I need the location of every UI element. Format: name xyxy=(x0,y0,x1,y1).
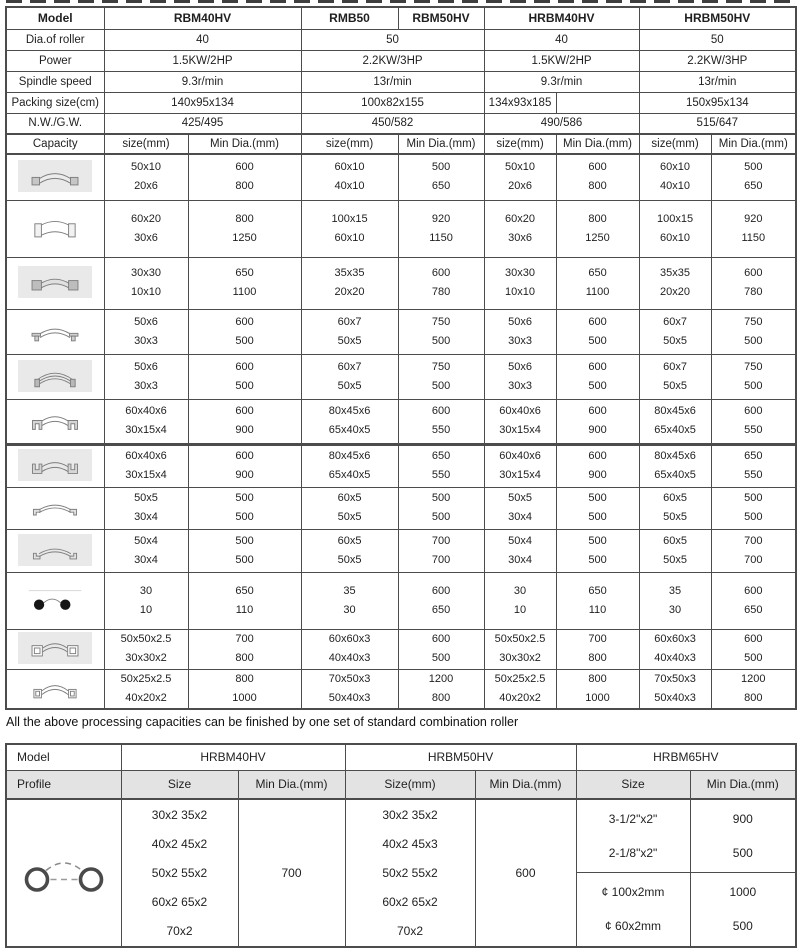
capacity-min-dia: 500 500 xyxy=(556,529,639,572)
min-dia-column-header: Min Dia.(mm) xyxy=(711,134,796,154)
capacity-min-dia: 600 650 xyxy=(711,572,796,629)
spec-row-label: Power xyxy=(6,50,104,71)
square-bar-icon xyxy=(18,266,92,298)
angle-legs-down-icon xyxy=(18,491,92,523)
pipe-column-header: Size xyxy=(121,770,238,799)
spec-value: 450/582 xyxy=(301,113,484,134)
profile-icon-cell xyxy=(6,399,104,444)
capacity-sizes: 60x10 40x10 xyxy=(301,154,398,200)
capacity-min-dia: 600 500 xyxy=(556,354,639,399)
capacity-sizes: 50x4 30x4 xyxy=(104,529,188,572)
capacity-sizes: 60x7 50x5 xyxy=(301,309,398,354)
capacity-min-dia: 650 550 xyxy=(398,444,484,487)
capacity-sizes: 60x20 30x6 xyxy=(484,200,556,257)
capacity-sizes: 50x6 30x3 xyxy=(484,309,556,354)
pipe-min-dia-hrbm65-lower: 1000 500 xyxy=(690,872,796,947)
spec-value: 100x82x155 xyxy=(301,92,484,113)
capacity-min-dia: 1200 800 xyxy=(711,669,796,709)
capacity-sizes: 60x60x3 40x40x3 xyxy=(301,629,398,669)
spec-value: 490/586 xyxy=(484,113,639,134)
capacity-sizes: 50x6 30x3 xyxy=(104,354,188,399)
capacity-min-dia: 600 900 xyxy=(556,399,639,444)
capacity-sizes: 60x10 40x10 xyxy=(639,154,711,200)
model-header-label: Model xyxy=(6,7,104,29)
spec-value: 40 xyxy=(484,29,639,50)
capacity-sizes: 35 30 xyxy=(301,572,398,629)
capacity-min-dia: 600 900 xyxy=(188,399,301,444)
profile-icon-cell xyxy=(6,629,104,669)
capacity-min-dia: 600 780 xyxy=(711,257,796,309)
capacity-min-dia: 1200 800 xyxy=(398,669,484,709)
capacity-sizes: 30x30 10x10 xyxy=(484,257,556,309)
capacity-sizes: 60x7 50x5 xyxy=(639,309,711,354)
capacity-sizes: 100x15 60x10 xyxy=(639,200,711,257)
capacity-sizes: 60x40x6 30x15x4 xyxy=(104,399,188,444)
capacity-min-dia: 600 500 xyxy=(398,629,484,669)
capacity-sizes: 50x10 20x6 xyxy=(484,154,556,200)
capacity-min-dia: 600 900 xyxy=(188,444,301,487)
pipe-icon xyxy=(11,847,117,897)
size-column-header: size(mm) xyxy=(301,134,398,154)
size-column-header: size(mm) xyxy=(484,134,556,154)
spec-value: 1.5KW/2HP xyxy=(104,50,301,71)
capacity-sizes: 50x4 30x4 xyxy=(484,529,556,572)
pipe-column-header: Size xyxy=(576,770,690,799)
torn-edge-decoration xyxy=(6,0,794,3)
capacity-min-dia: 600 500 xyxy=(711,629,796,669)
pipe-sizes-hrbm65-upper: 3-1/2"x2" 2-1/8"x2" xyxy=(576,799,690,872)
capacity-sizes: 50x10 20x6 xyxy=(104,154,188,200)
capacity-min-dia: 800 1000 xyxy=(556,669,639,709)
capacity-sizes: 60x5 50x5 xyxy=(639,487,711,529)
capacity-min-dia: 700 800 xyxy=(556,629,639,669)
capacity-min-dia: 650 110 xyxy=(188,572,301,629)
capacity-min-dia: 750 500 xyxy=(711,309,796,354)
angle-legs-up-icon xyxy=(18,534,92,566)
profile-icon-cell xyxy=(6,487,104,529)
pipe-min-dia-hrbm50: 600 xyxy=(475,799,576,947)
spec-value: 9.3r/min xyxy=(484,71,639,92)
capacity-sizes: 60x40x6 30x15x4 xyxy=(484,444,556,487)
flat-bar-easy-way-icon xyxy=(18,360,92,392)
profile-icon-cell xyxy=(6,669,104,709)
capacity-sizes: 60x20 30x6 xyxy=(104,200,188,257)
capacity-sizes: 60x5 50x5 xyxy=(301,487,398,529)
capacity-min-dia: 600 800 xyxy=(556,154,639,200)
capacity-note: All the above processing capacities can be finished by one set of standard combination roller xyxy=(6,715,519,729)
pipe-model-name: HRBM40HV xyxy=(121,744,345,770)
capacity-min-dia: 500 650 xyxy=(711,154,796,200)
capacity-min-dia: 500 500 xyxy=(188,529,301,572)
capacity-sizes: 60x7 50x5 xyxy=(639,354,711,399)
min-dia-column-header: Min Dia.(mm) xyxy=(556,134,639,154)
pipe-model-name: HRBM65HV xyxy=(576,744,796,770)
capacity-sizes: 100x15 60x10 xyxy=(301,200,398,257)
capacity-min-dia: 500 650 xyxy=(398,154,484,200)
capacity-min-dia: 700 700 xyxy=(711,529,796,572)
capacity-min-dia: 600 550 xyxy=(711,399,796,444)
min-dia-column-header: Min Dia.(mm) xyxy=(398,134,484,154)
capacity-sizes: 60x5 50x5 xyxy=(639,529,711,572)
spec-row-label: Packing size(cm) xyxy=(6,92,104,113)
pipe-column-header: Min Dia.(mm) xyxy=(238,770,345,799)
capacity-min-dia: 600 800 xyxy=(188,154,301,200)
spec-value: 13r/min xyxy=(301,71,484,92)
profile-icon-cell xyxy=(6,257,104,309)
spec-value: 2.2KW/3HP xyxy=(639,50,796,71)
capacity-sizes: 80x45x6 65x40x5 xyxy=(639,444,711,487)
spec-value: 425/495 xyxy=(104,113,301,134)
spec-row-label: Dia.of roller xyxy=(6,29,104,50)
capacity-min-dia: 600 500 xyxy=(556,309,639,354)
capacity-min-dia: 800 1000 xyxy=(188,669,301,709)
capacity-sizes: 60x7 50x5 xyxy=(301,354,398,399)
capacity-min-dia: 920 1150 xyxy=(398,200,484,257)
capacity-min-dia: 500 500 xyxy=(556,487,639,529)
spec-value: 515/647 xyxy=(639,113,796,134)
capacity-min-dia: 750 500 xyxy=(398,309,484,354)
pipe-min-dia-hrbm40: 700 xyxy=(238,799,345,947)
profile-icon-cell xyxy=(6,444,104,487)
capacity-sizes: 50x6 30x3 xyxy=(104,309,188,354)
capacity-min-dia: 600 900 xyxy=(556,444,639,487)
capacity-sizes: 60x40x6 30x15x4 xyxy=(104,444,188,487)
machine-spec-table xyxy=(5,6,797,710)
capacity-min-dia: 700 700 xyxy=(398,529,484,572)
round-bar-icon xyxy=(18,584,92,616)
capacity-sizes: 50x5 30x4 xyxy=(104,487,188,529)
capacity-sizes: 70x50x3 50x40x3 xyxy=(301,669,398,709)
capacity-min-dia: 650 1100 xyxy=(188,257,301,309)
capacity-sizes: 50x5 30x4 xyxy=(484,487,556,529)
model-name: HRBM50HV xyxy=(639,7,796,29)
capacity-min-dia: 600 500 xyxy=(188,309,301,354)
pipe-sizes-hrbm65-lower: ¢ 100x2mm ¢ 60x2mm xyxy=(576,872,690,947)
pipe-column-header: Min Dia.(mm) xyxy=(475,770,576,799)
square-tube-icon xyxy=(18,632,92,664)
capacity-min-dia: 500 500 xyxy=(188,487,301,529)
capacity-sizes: 80x45x6 65x40x5 xyxy=(639,399,711,444)
capacity-sizes: 50x25x2.5 40x20x2 xyxy=(484,669,556,709)
spec-value: 150x95x134 xyxy=(639,92,796,113)
pipe-sizes-hrbm50: 30x2 35x2 40x2 45x3 50x2 55x2 60x2 65x2 70x2 xyxy=(345,799,475,947)
t-bar-icon xyxy=(18,315,92,347)
model-name: HRBM40HV xyxy=(484,7,639,29)
capacity-sizes: 50x25x2.5 40x20x2 xyxy=(104,669,188,709)
capacity-sizes: 50x6 30x3 xyxy=(484,354,556,399)
flat-bar-on-edge-icon xyxy=(18,212,92,244)
spec-value: 1.5KW/2HP xyxy=(484,50,639,71)
profile-icon-cell xyxy=(6,572,104,629)
rect-tube-icon xyxy=(18,672,92,704)
capacity-sizes: 80x45x6 65x40x5 xyxy=(301,444,398,487)
spec-value: 50 xyxy=(301,29,484,50)
capacity-sizes: 60x5 50x5 xyxy=(301,529,398,572)
spec-value: 9.3r/min xyxy=(104,71,301,92)
spec-value: 134x93x185 xyxy=(484,92,556,113)
capacity-min-dia: 750 500 xyxy=(398,354,484,399)
model-name: RBM40HV xyxy=(104,7,301,29)
capacity-min-dia: 750 500 xyxy=(711,354,796,399)
flat-bar-hard-way-icon xyxy=(18,160,92,192)
profile-icon-cell xyxy=(6,154,104,200)
capacity-sizes: 35x35 20x20 xyxy=(301,257,398,309)
capacity-min-dia: 500 500 xyxy=(398,487,484,529)
capacity-min-dia: 800 1250 xyxy=(556,200,639,257)
capacity-sizes: 60x40x6 30x15x4 xyxy=(484,399,556,444)
capacity-sizes: 50x50x2.5 30x30x2 xyxy=(104,629,188,669)
capacity-sizes: 30x30 10x10 xyxy=(104,257,188,309)
capacity-min-dia: 600 550 xyxy=(398,399,484,444)
pipe-profile-icon-cell xyxy=(6,799,121,947)
capacity-sizes: 35 30 xyxy=(639,572,711,629)
pipe-capacity-table xyxy=(5,743,797,948)
channel-legs-down-icon xyxy=(18,404,92,436)
pipe-model-name: HRBM50HV xyxy=(345,744,576,770)
capacity-header-label: Capacity xyxy=(6,134,104,154)
capacity-min-dia: 650 1100 xyxy=(556,257,639,309)
size-column-header: size(mm) xyxy=(639,134,711,154)
spec-value: 2.2KW/3HP xyxy=(301,50,484,71)
profile-icon-cell xyxy=(6,529,104,572)
pipe-column-header: Size(mm) xyxy=(345,770,475,799)
capacity-sizes: 70x50x3 50x40x3 xyxy=(639,669,711,709)
capacity-min-dia: 500 500 xyxy=(711,487,796,529)
capacity-min-dia: 650 110 xyxy=(556,572,639,629)
pipe-sizes-hrbm40: 30x2 35x2 40x2 45x2 50x2 55x2 60x2 65x2 70x2 xyxy=(121,799,238,947)
capacity-min-dia: 700 800 xyxy=(188,629,301,669)
capacity-sizes: 30 10 xyxy=(104,572,188,629)
model-name: RBM50HV xyxy=(398,7,484,29)
profile-icon-cell xyxy=(6,354,104,399)
spec-row-label: N.W./G.W. xyxy=(6,113,104,134)
capacity-sizes: 80x45x6 65x40x5 xyxy=(301,399,398,444)
spec-value: 40 xyxy=(104,29,301,50)
profile-icon-cell xyxy=(6,309,104,354)
capacity-sizes: 60x60x3 40x40x3 xyxy=(639,629,711,669)
capacity-min-dia: 600 780 xyxy=(398,257,484,309)
profile-icon-cell xyxy=(6,200,104,257)
capacity-min-dia: 920 1150 xyxy=(711,200,796,257)
spec-value xyxy=(556,92,639,113)
min-dia-column-header: Min Dia.(mm) xyxy=(188,134,301,154)
pipe-column-header: Min Dia.(mm) xyxy=(690,770,796,799)
pipe-model-header-label: Model xyxy=(6,744,121,770)
spec-value: 140x95x134 xyxy=(104,92,301,113)
capacity-min-dia: 600 500 xyxy=(188,354,301,399)
profile-header-label: Profile xyxy=(6,770,121,799)
size-column-header: size(mm) xyxy=(104,134,188,154)
spec-row-label: Spindle speed xyxy=(6,71,104,92)
capacity-min-dia: 650 550 xyxy=(711,444,796,487)
channel-legs-up-icon xyxy=(18,449,92,481)
capacity-min-dia: 600 650 xyxy=(398,572,484,629)
capacity-min-dia: 800 1250 xyxy=(188,200,301,257)
spec-value: 13r/min xyxy=(639,71,796,92)
capacity-sizes: 50x50x2.5 30x30x2 xyxy=(484,629,556,669)
spec-value: 50 xyxy=(639,29,796,50)
capacity-sizes: 35x35 20x20 xyxy=(639,257,711,309)
capacity-sizes: 30 10 xyxy=(484,572,556,629)
pipe-min-dia-hrbm65-upper: 900 500 xyxy=(690,799,796,872)
model-name: RMB50 xyxy=(301,7,398,29)
